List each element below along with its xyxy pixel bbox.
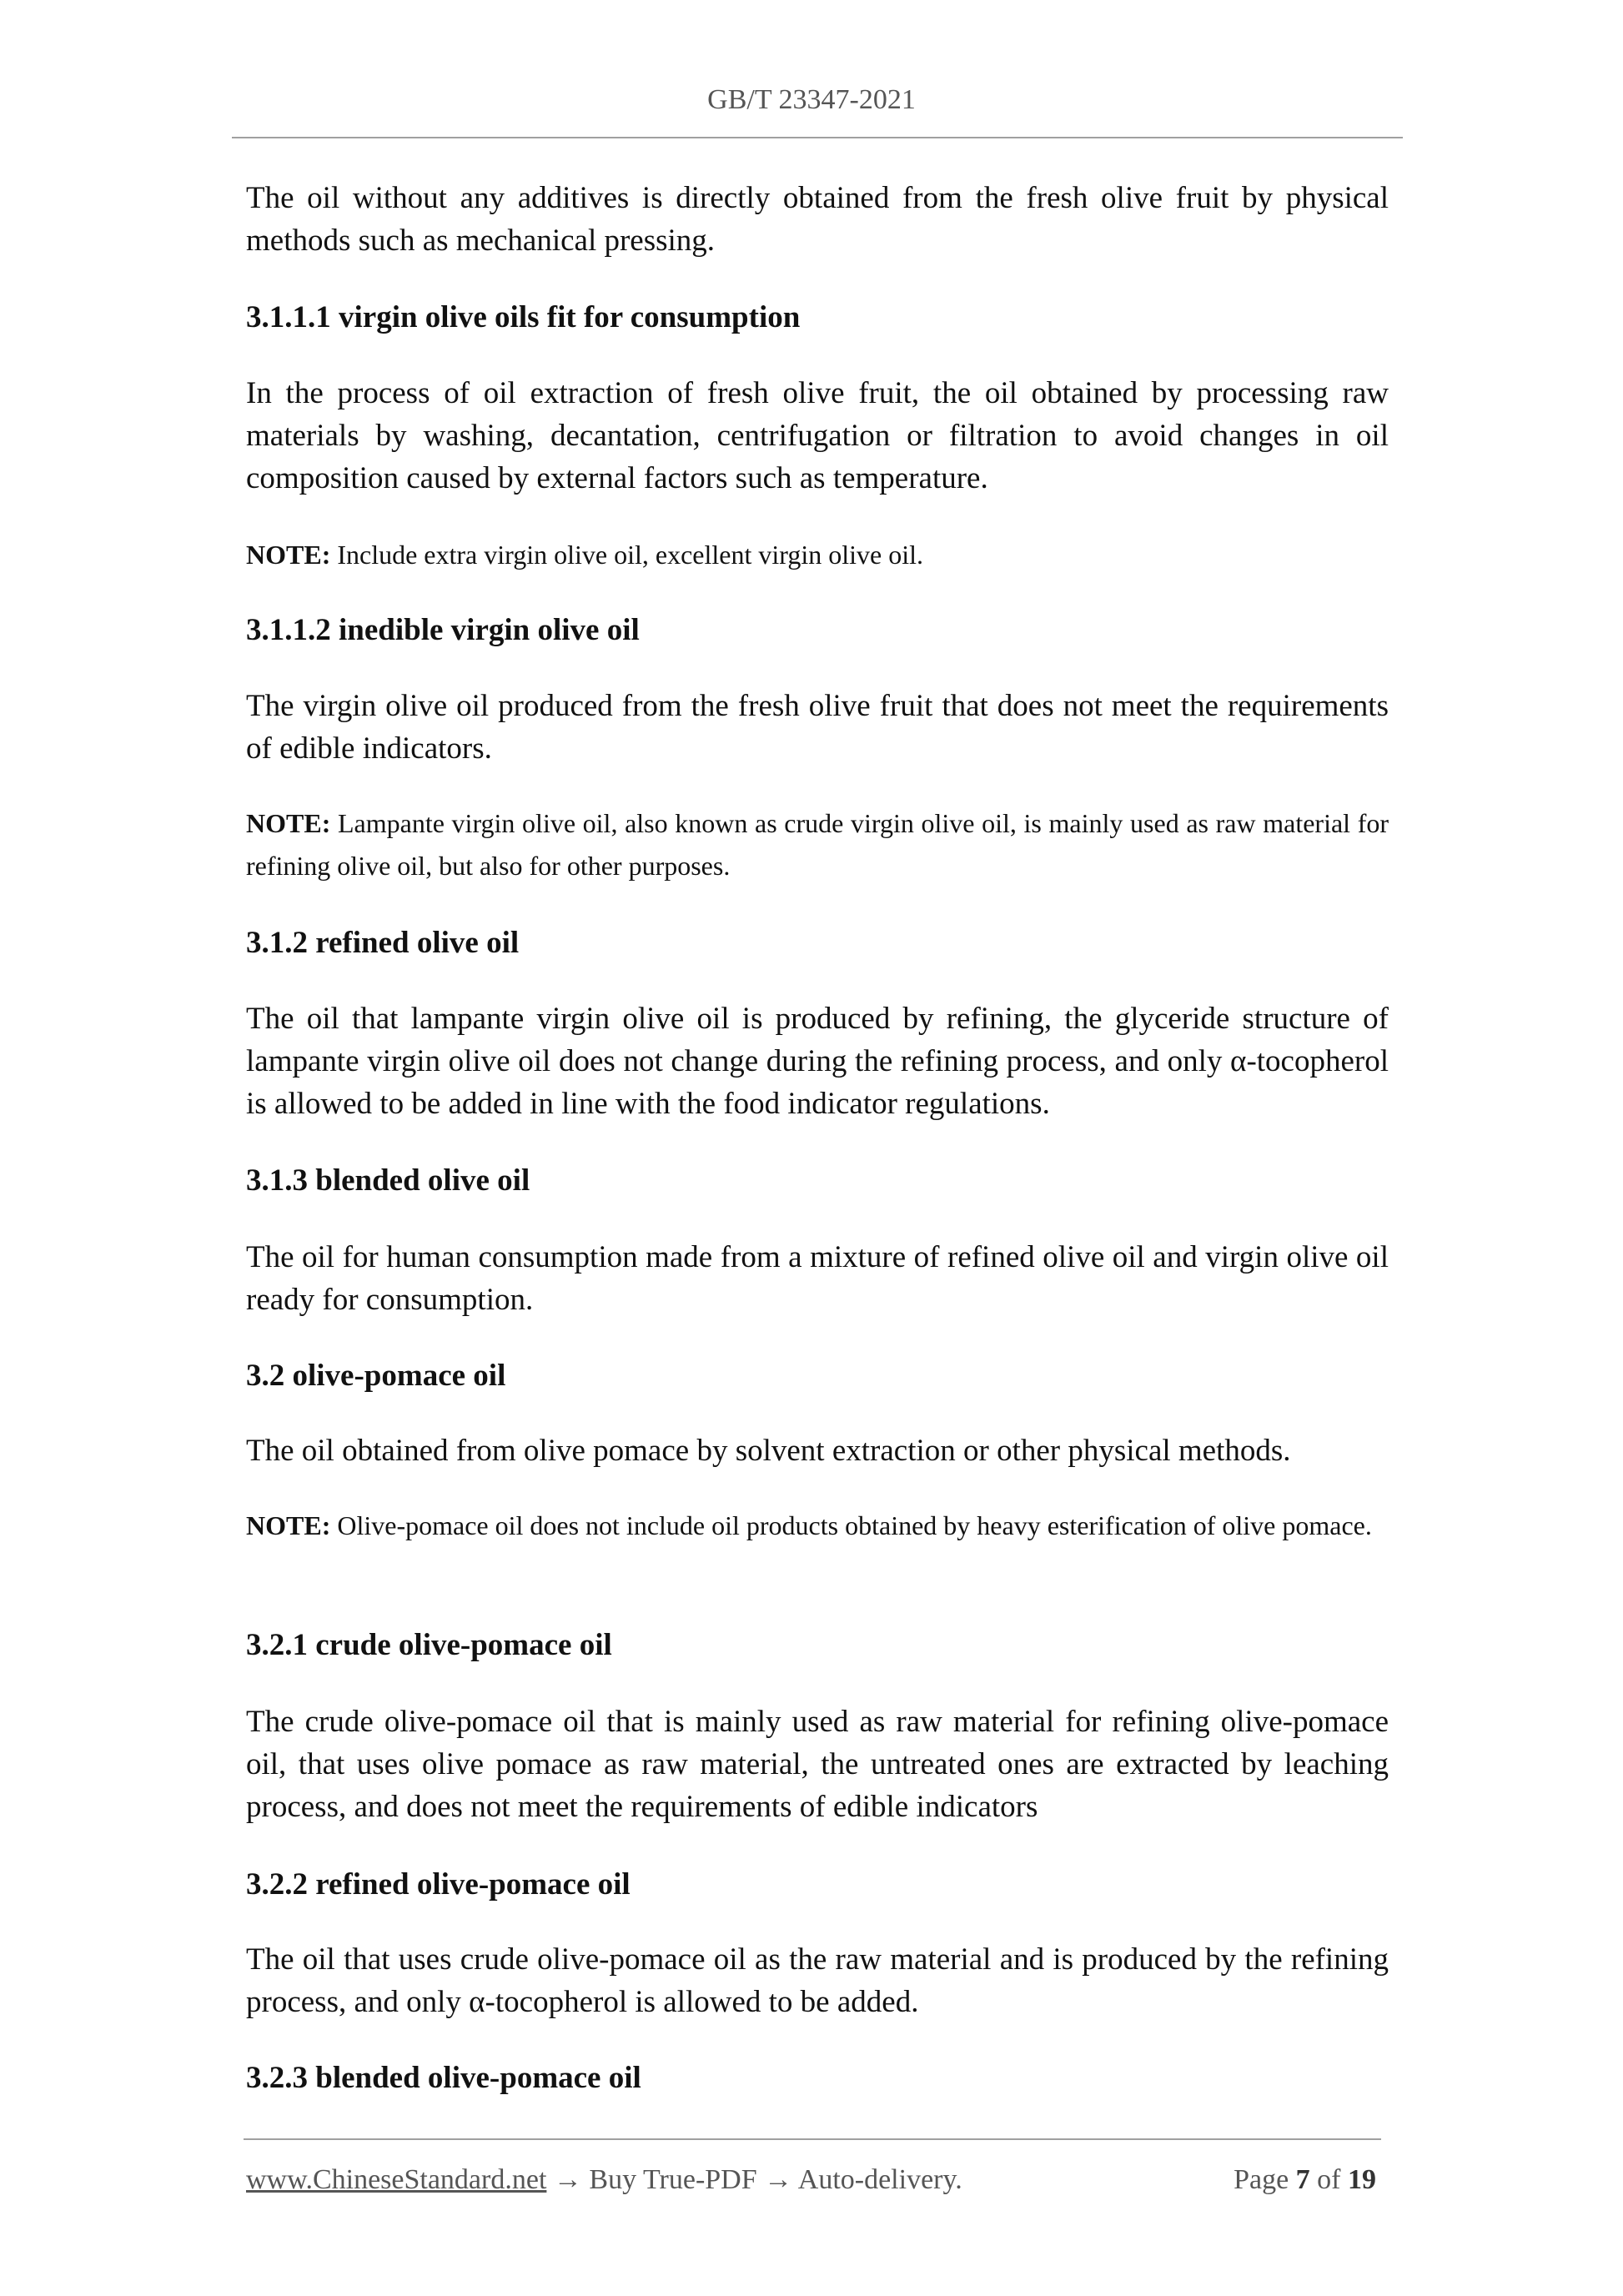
note-3-1-1-1 [246,534,1389,576]
document-id-header: GB/T 23347-2021 [707,84,916,115]
paragraph-3-1-1-2: The virgin olive oil produced from the fresh olive fruit that does not meet the requirements of edible indicators. [246,689,1389,766]
footer-tagline: → Buy True-PDF → Auto-delivery. [546,2164,962,2195]
page-prefix: Page [1234,2164,1296,2195]
paragraph-3-2-2: The oil that uses crude olive-pomace oil as the raw material and is produced by the refining process, and only α-tocopherol is allowed to be added. [246,1942,1389,2019]
page-of: of [1309,2164,1348,2195]
paragraph-3-2: The oil obtained from olive pomace by solvent extraction or other physical methods. [246,1434,1291,1468]
heading-3-1-2: 3.1.2 refined olive oil [246,926,520,960]
page-current: 7 [1295,2164,1310,2195]
heading-3-2: 3.2 olive-pomace oil [246,1359,506,1393]
heading-3-2-1: 3.2.1 crude olive-pomace oil [246,1628,612,1662]
heading-3-1-3: 3.1.3 blended olive oil [246,1163,530,1198]
heading-3-1-1-1: 3.1.1.1 virgin olive oils fit for consumption [246,300,801,334]
page-total: 19 [1348,2164,1376,2195]
paragraph-3-1-1-1: In the process of oil extraction of fresh olive fruit, the oil obtained by processing raw materials by washing, decantation, centrifugation or filtration to avoid changes in oil composition caused by external factors such as temperature. [246,376,1389,495]
note-text: Include extra virgin olive oil, excellent virgin olive oil. [330,540,923,570]
website-link[interactable]: www.ChineseStandard.net [246,2164,547,2195]
header-divider [232,137,1403,138]
note-label: NOTE: [246,1510,331,1540]
note-text: Olive-pomace oil does not include oil products obtained by heavy esterification of olive pomace. [330,1510,1372,1540]
footer-divider [244,2138,1381,2140]
paragraph-3-1-3: The oil for human consumption made from a mixture of refined olive oil and virgin olive oil ready for consumption. [246,1240,1389,1317]
note-label: NOTE: [246,808,331,838]
heading-3-1-1-2: 3.1.1.2 inedible virgin olive oil [246,613,640,647]
intro-paragraph: The oil without any additives is directly obtained from the fresh olive fruit by physical methods such as mechanical pressing. [246,181,1389,258]
heading-3-2-3: 3.2.3 blended olive-pomace oil [246,2061,641,2095]
heading-3-2-2: 3.2.2 refined olive-pomace oil [246,1867,631,1902]
note-3-1-1-2 [246,802,1389,887]
paragraph-3-2-1: The crude olive-pomace oil that is mainly used as raw material for refining olive-pomace oil, that uses olive pomace as raw material, the untreated ones are extracted by leaching process, and does not meet the requirements of edible indicators [246,1705,1389,1824]
note-3-2 [246,1505,1389,1547]
page-number [1234,2160,1376,2200]
footer [246,2160,1376,2200]
note-label: NOTE: [246,540,331,570]
note-text: Lampante virgin olive oil, also known as crude virgin olive oil, is mainly used as raw material for refining olive oil, but also for other purposes. [246,808,1389,881]
paragraph-3-1-2: The oil that lampante virgin olive oil is produced by refining, the glyceride structure of lampante virgin olive oil does not change during the refining process, and only α-tocopherol is allowed to be added in line with the food indicator regulations. [246,1002,1389,1121]
